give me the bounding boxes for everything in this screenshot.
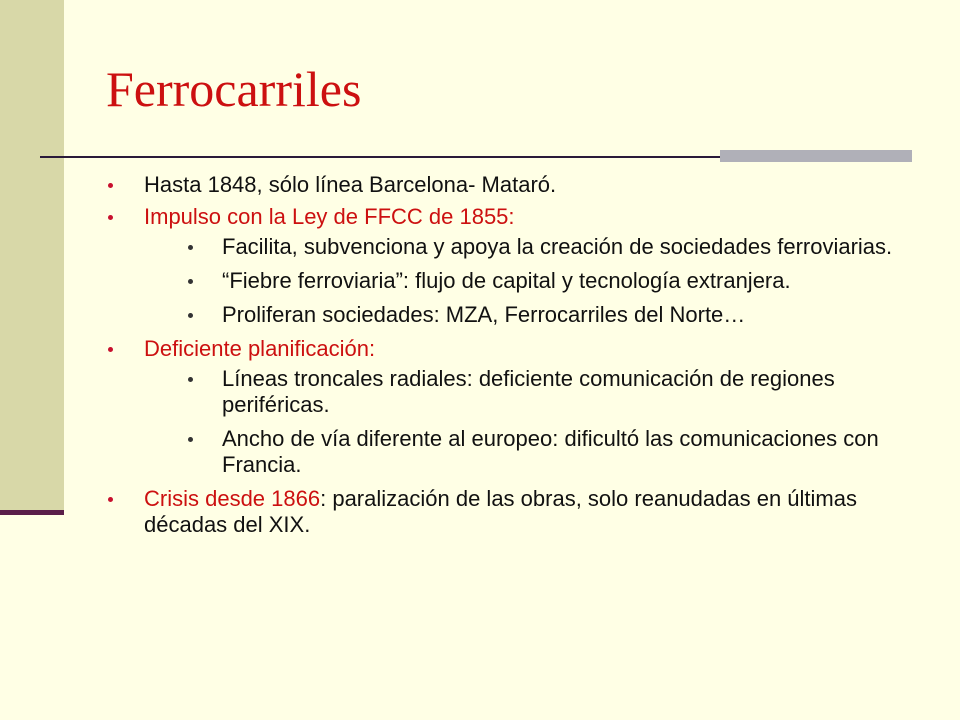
title-divider-accent: [720, 150, 912, 162]
sub-bullet-item: [144, 234, 908, 260]
bullet-dot-icon: [108, 347, 113, 352]
bullet-item-2: [108, 204, 908, 328]
sub-bullet-text: “Fiebre ferroviaria”: flujo de capital y tecnología extranjera.: [222, 268, 791, 293]
sub-bullet-item: [144, 268, 908, 294]
sub-bullet-dot-icon: [188, 437, 193, 442]
bullet-dot-icon: [108, 215, 113, 220]
sub-bullet-dot-icon: [188, 245, 193, 250]
sub-bullet-text: Líneas troncales radiales: deficiente comunicación de regiones periféricas.: [222, 366, 835, 417]
sub-bullet-list: [144, 366, 908, 478]
bullet-dot-icon: [108, 183, 113, 188]
bullet-heading: Crisis desde 1866: [144, 486, 321, 511]
bullet-item-4: [108, 486, 908, 538]
sub-bullet-text: Facilita, subvenciona y apoya la creación de sociedades ferroviarias.: [222, 234, 893, 259]
sub-bullet-text: Ancho de vía diferente al europeo: dificultó las comunicaciones con Francia.: [222, 426, 879, 477]
side-decorative-band: [0, 0, 64, 512]
sub-bullet-dot-icon: [188, 279, 193, 284]
bullet-heading: Deficiente planificación:: [144, 336, 376, 361]
bullet-item-1: [108, 172, 908, 198]
slide-title: Ferrocarriles: [106, 61, 362, 117]
sub-bullet-item: [144, 426, 908, 478]
bullet-heading: Impulso con la Ley de FFCC de 1855:: [144, 204, 515, 229]
sub-bullet-text: Proliferan sociedades: MZA, Ferrocarriles del Norte…: [222, 302, 746, 327]
bullet-item-3: [108, 336, 908, 478]
slide-body: [108, 172, 908, 544]
sub-bullet-dot-icon: [188, 313, 193, 318]
bullet-text: Hasta 1848, sólo línea Barcelona- Mataró.: [144, 172, 557, 197]
sub-bullet-item: [144, 366, 908, 418]
sub-bullet-item: [144, 302, 908, 328]
side-band-underline: [0, 510, 64, 515]
bullet-list: [108, 172, 908, 538]
sub-bullet-dot-icon: [188, 377, 193, 382]
sub-bullet-list: [144, 234, 908, 328]
bullet-text: : paralización de las obras, solo reanudadas en últimas décadas del XIX.: [144, 486, 857, 537]
bullet-dot-icon: [108, 497, 113, 502]
